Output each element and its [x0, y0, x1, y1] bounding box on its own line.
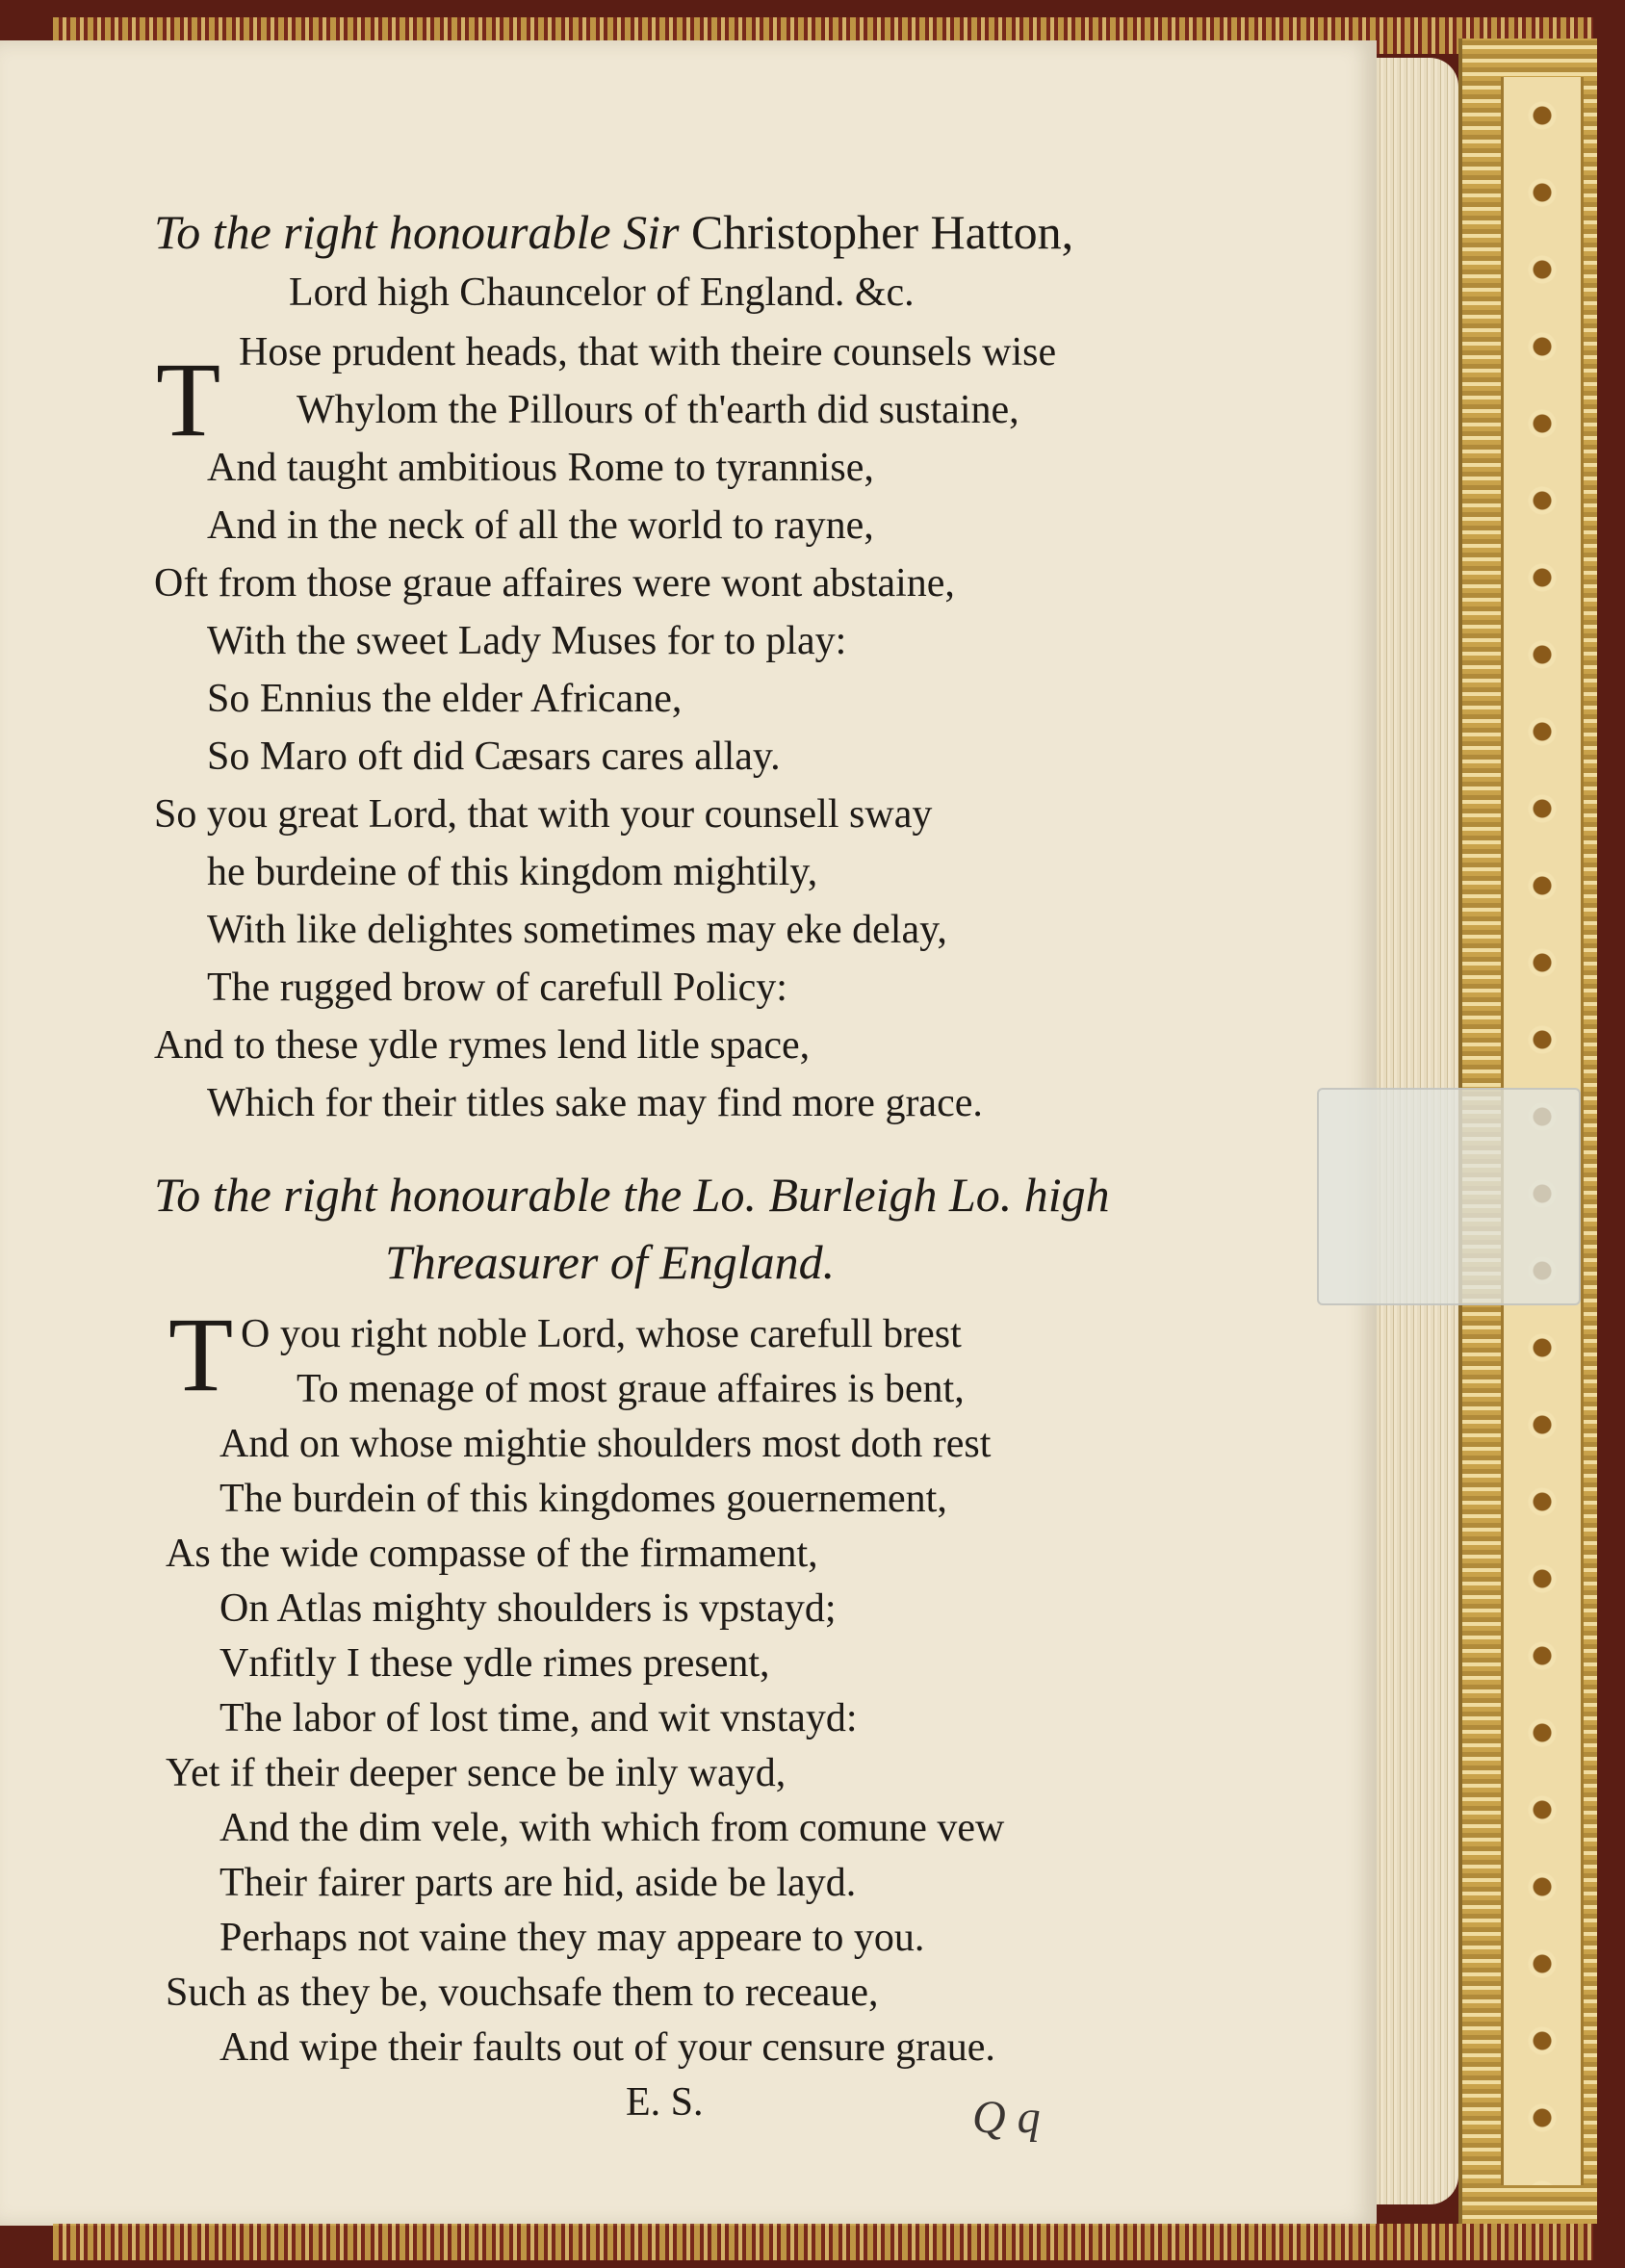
poem1-line: Hose prudent heads, that with theire counsels wise [239, 330, 1057, 374]
poem2-line: O you right noble Lord, whose carefull brest [241, 1312, 962, 1356]
poem2-line: Yet if their deeper sence be inly wayd, [166, 1751, 787, 1795]
poem1-line: Which for their titles sake may find more grace. [207, 1081, 983, 1125]
book-page [0, 40, 1377, 2226]
poem1-title-italic: To the right honourable Sir [154, 205, 680, 259]
poem2-title-line1: To the right honourable the Lo. Burleigh Lo. high [154, 1168, 1110, 1222]
bookmark-tab [1317, 1088, 1581, 1305]
poem2-line: On Atlas mighty shoulders is vpstayd; [219, 1586, 837, 1631]
poem2-title-line2: Threasurer of England. [385, 1235, 836, 1289]
poem1-title-roman: Christopher Hatton, [690, 205, 1074, 259]
poem2-line: Their fairer parts are hid, aside be layd. [219, 1861, 857, 1905]
poem2-line: And wipe their faults out of your censure graue. [219, 2025, 995, 2070]
poem1-line: Whylom the Pillours of th'earth did sustaine, [297, 388, 1019, 432]
poem2-dropcap: T [168, 1296, 234, 1413]
poem1-line: So you great Lord, that with your counsell sway [154, 792, 933, 837]
poem1-line: And to these ydle rymes lend litle space, [154, 1023, 811, 1068]
poem2-signature: E. S. [626, 2080, 704, 2125]
poem2-line: Vnfitly I these ydle rimes present, [219, 1641, 770, 1686]
poem2-line: Perhaps not vaine they may appeare to you. [219, 1916, 925, 1960]
gilt-border-bottom [53, 2224, 1593, 2260]
poem2-line: As the wide compasse of the firmament, [166, 1532, 818, 1576]
poem2-line: Such as they be, vouchsafe them to receaue, [166, 1971, 879, 2015]
poem1-line: With like delightes sometimes may eke delay, [207, 908, 947, 952]
poem1-subtitle: Lord high Chauncelor of England. &c. [289, 271, 915, 315]
poem1-line: And taught ambitious Rome to tyrannise, [207, 446, 874, 490]
poem2-line: And the dim vele, with which from comune vew [219, 1806, 1005, 1850]
poem1-line: With the sweet Lady Muses for to play: [207, 619, 847, 663]
poem1-line: he burdeine of this kingdom mightily, [207, 850, 818, 894]
poem2-line: The labor of lost time, and wit vnstayd: [219, 1696, 858, 1740]
poem2-line: To menage of most graue affaires is bent, [297, 1367, 965, 1411]
poem1-line: So Maro oft did Cæsars cares allay. [207, 735, 781, 779]
signature-mark: Q q [972, 2092, 1041, 2143]
poem1-line: And in the neck of all the world to rayne, [207, 503, 874, 548]
poem1-line: So Ennius the elder Africane, [207, 677, 683, 721]
poem2-line: The burdein of this kingdomes gouernement, [219, 1477, 947, 1521]
poem1-line: Oft from those graue affaires were wont abstaine, [154, 561, 955, 606]
poem1-title [154, 204, 1073, 260]
poem1-dropcap: T [156, 341, 221, 458]
poem1-line: The rugged brow of carefull Policy: [207, 966, 787, 1010]
poem2-line: And on whose mightie shoulders most doth rest [219, 1422, 992, 1466]
